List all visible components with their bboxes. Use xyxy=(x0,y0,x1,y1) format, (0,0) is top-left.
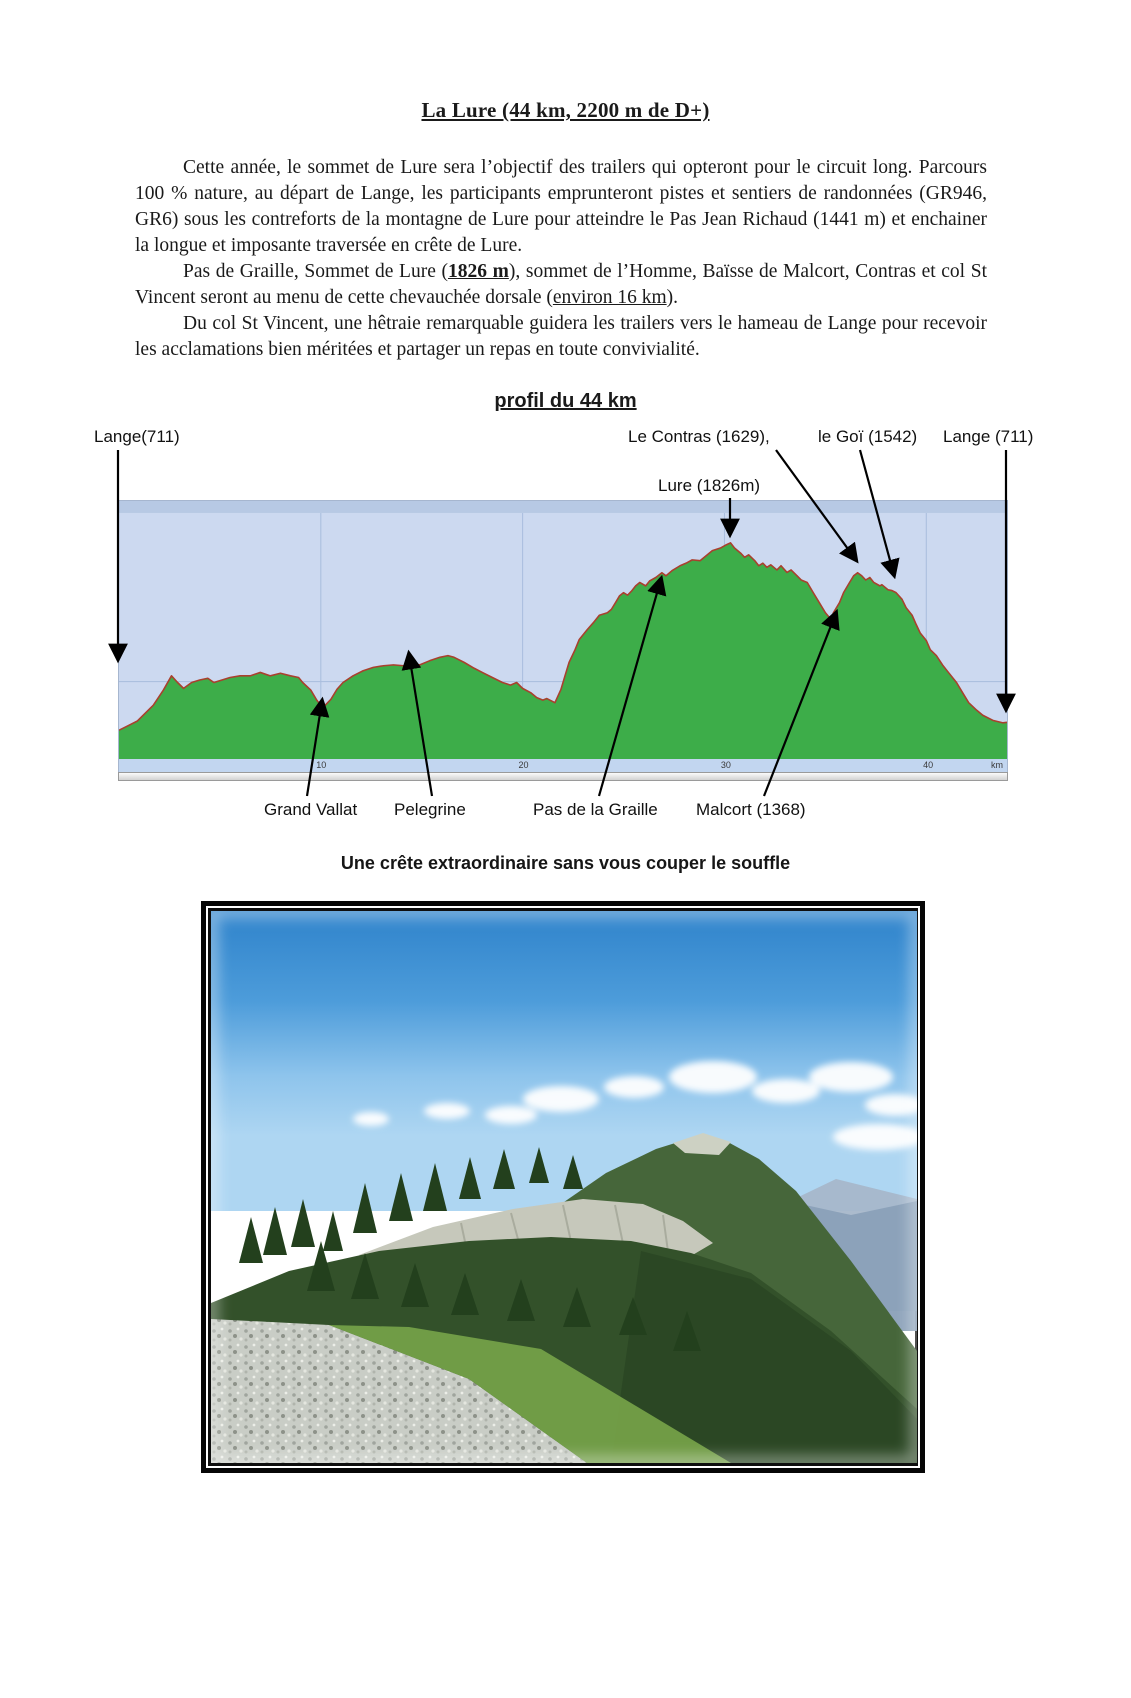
annotation-lure: Lure (1826m) xyxy=(658,476,761,495)
elevation-chart xyxy=(118,500,1008,781)
document-page xyxy=(0,98,1131,1698)
x-axis-tick: 40 xyxy=(923,760,934,770)
annotation-malcort: Malcort (1368) xyxy=(696,800,806,819)
annotation-grand-vallat: Grand Vallat xyxy=(264,800,358,819)
chart-top-band xyxy=(119,501,1007,513)
x-axis-strip xyxy=(118,759,1008,772)
annotation-graille: Pas de la Graille xyxy=(533,800,658,819)
page-title-text: La Lure (44 km, 2200 m de D+) xyxy=(421,98,710,122)
scrollbar-strip xyxy=(118,772,1008,781)
x-axis-tick: 30 xyxy=(720,760,731,770)
annotation-pelegrine: Pelegrine xyxy=(394,800,466,819)
paragraph-3 xyxy=(135,311,987,363)
annotation-contras: Le Contras (1629), xyxy=(628,427,770,446)
annotation-lange-end: Lange (711) xyxy=(943,427,1034,446)
photo-frame-inner xyxy=(208,908,918,1466)
paragraph-1-text: Cette année, le sommet de Lure sera l’objectif des trailers qui opteront pour le circuit long. Parcours 100 % nature, au départ de Lange, les participants emprunteront pistes et sentiers de randonnées (GR946, GR6) sous les contreforts de la montagne de Lure pour atteindre le Pas Jean Richaud (1441 m) et enchainer la longue et imposante traversée en crête de Lure. xyxy=(135,157,987,256)
photo-frame xyxy=(201,901,925,1473)
sky xyxy=(211,911,917,1211)
elevation-profile-figure xyxy=(0,417,1131,829)
x-axis-tick: 20 xyxy=(518,760,529,770)
page-title xyxy=(0,98,1131,123)
paragraph-3-text: Du col St Vincent, une hêtraie remarquable guidera les trailers vers le hameau de Lange pour recevoir les acclamations bien méritées et partager un repas en toute convivialité. xyxy=(135,313,987,360)
paragraph-2-text: Pas de Graille, Sommet de Lure ( xyxy=(183,261,448,282)
profile-heading-text: profil du 44 km xyxy=(494,390,637,412)
landscape-photo xyxy=(211,911,917,1463)
annotation-goi: le Goï (1542) xyxy=(818,427,918,446)
paragraph-2-text-mid: ), sommet de l’Homme, Baïsse de Malcort, Contras et col St Vincent seront au menu de cette chevauchée dorsale ( xyxy=(135,261,987,308)
distance-highlight: environ 16 km xyxy=(552,287,667,308)
body-text xyxy=(135,155,987,363)
annotation-lange-start: Lange(711) xyxy=(94,427,180,446)
paragraph-1 xyxy=(135,155,987,259)
chart-plot-area xyxy=(118,500,1008,759)
paragraph-2 xyxy=(135,259,987,311)
x-axis-tick: 10 xyxy=(316,760,327,770)
elevation-area xyxy=(119,543,1007,759)
photo-caption: Une crête extraordinaire sans vous couper le souffle xyxy=(340,853,791,873)
altitude-highlight: 1826 m xyxy=(447,261,509,282)
profile-heading xyxy=(0,390,1131,413)
x-axis-unit: km xyxy=(991,760,1003,770)
paragraph-2-text-end: ). xyxy=(666,287,678,308)
